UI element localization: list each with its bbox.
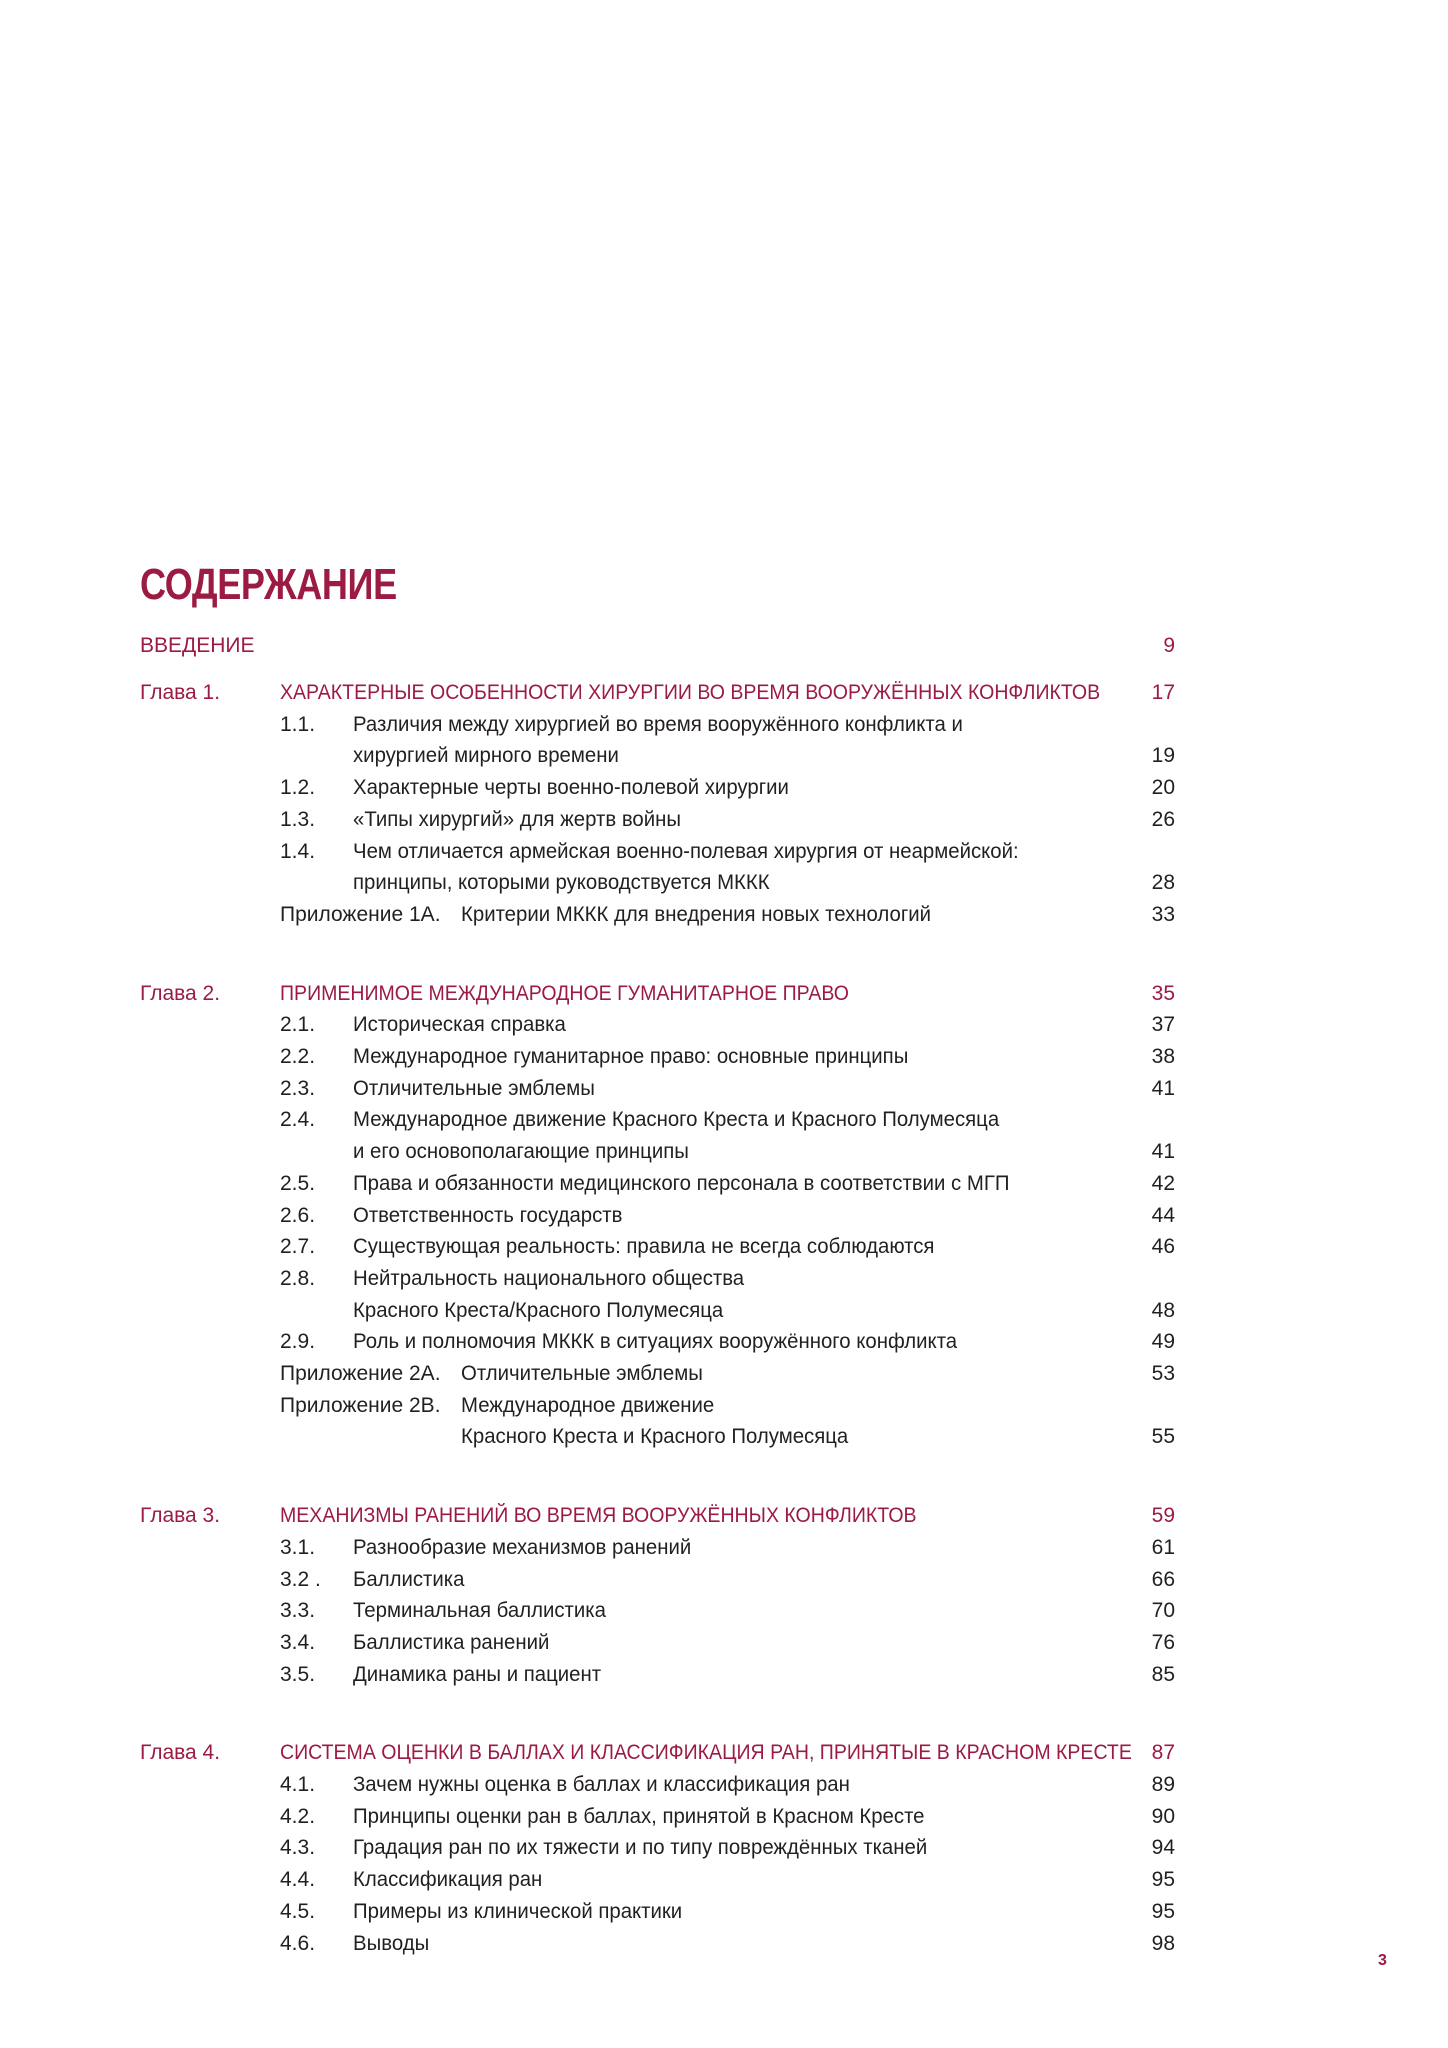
section-number: 1.1.	[280, 713, 316, 736]
toc-section[interactable]	[0, 868, 1448, 898]
toc-chapter[interactable]	[0, 678, 1448, 708]
section-number: 4.4.	[280, 1868, 316, 1891]
toc-section[interactable]	[0, 1010, 1448, 1040]
section-number: 3.2 .	[280, 1568, 321, 1591]
chapter-title: СИСТЕМА ОЦЕНКИ В БАЛЛАХ И КЛАССИФИКАЦИЯ РАН, ПРИНЯТЫЕ В КРАСНОМ КРЕСТЕ	[280, 1741, 1132, 1764]
section-number: 2.1.	[280, 1013, 316, 1036]
toc-chapter[interactable]	[0, 979, 1448, 1009]
section-page: 42	[1151, 1172, 1175, 1195]
toc-section[interactable]	[0, 1296, 1448, 1326]
chapter-label: Глава 3.	[140, 1504, 221, 1527]
appendix-title-line: Отличительные эмблемы	[461, 1362, 703, 1385]
section-title-line: Ответственность государств	[353, 1204, 623, 1227]
toc-section[interactable]	[0, 1833, 1448, 1863]
section-page: 94	[1151, 1836, 1175, 1859]
section-title-line: «Типы хирургий» для жертв войны	[353, 808, 682, 831]
chapter-label: Глава 1.	[140, 681, 221, 704]
section-page: 28	[1151, 871, 1175, 894]
chapter-label: Глава 2.	[140, 982, 221, 1005]
section-title-line: Баллистика	[353, 1568, 465, 1591]
section-title-line: Динамика раны и пациент	[353, 1663, 602, 1686]
chapter-title: МЕХАНИЗМЫ РАНЕНИЙ ВО ВРЕМЯ ВООРУЖЁННЫХ КОНФЛИКТОВ	[280, 1504, 917, 1527]
section-title-line: Международное движение Красного Креста и Красного Полумесяца	[353, 1108, 1000, 1131]
section-title-line: Характерные черты военно-полевой хирургии	[353, 776, 789, 799]
section-page: 85	[1151, 1663, 1175, 1686]
section-number: 4.5.	[280, 1900, 316, 1923]
intro-label: ВВЕДЕНИЕ	[140, 634, 255, 657]
toc-section[interactable]	[0, 1201, 1448, 1231]
toc-section[interactable]	[0, 1533, 1448, 1563]
section-number: 4.6.	[280, 1932, 316, 1955]
section-number: 2.2.	[280, 1045, 316, 1068]
section-title-line: Терминальная баллистика	[353, 1599, 606, 1622]
section-title-line: Международное гуманитарное право: основные принципы	[353, 1045, 909, 1068]
section-page: 98	[1151, 1932, 1175, 1955]
section-title-line: Историческая справка	[353, 1013, 566, 1036]
toc-section[interactable]	[0, 1660, 1448, 1690]
section-page: 46	[1151, 1235, 1175, 1258]
toc-section[interactable]	[0, 1074, 1448, 1104]
toc-appendix[interactable]	[0, 1422, 1448, 1452]
section-page: 76	[1151, 1631, 1175, 1654]
section-number: 3.5.	[280, 1663, 316, 1686]
section-title-line: Отличительные эмблемы	[353, 1077, 595, 1100]
appendix-title-line: Международное движение	[461, 1394, 715, 1417]
chapter-title: ПРИМЕНИМОЕ МЕЖДУНАРОДНОЕ ГУМАНИТАРНОЕ ПРАВО	[280, 982, 849, 1005]
section-title-line: Роль и полномочия МККК в ситуациях вооружённого конфликта	[353, 1330, 958, 1353]
appendix-label: Приложение 1А.	[280, 903, 441, 926]
chapter-page: 35	[1151, 982, 1175, 1005]
section-number: 4.1.	[280, 1773, 316, 1796]
chapter-page: 59	[1151, 1504, 1175, 1527]
section-title-line: принципы, которыми руководствуется МККК	[353, 871, 770, 894]
section-number: 3.1.	[280, 1536, 316, 1559]
appendix-label: Приложение 2В.	[280, 1394, 441, 1417]
section-number: 2.9.	[280, 1330, 316, 1353]
section-title-line: Баллистика ранений	[353, 1631, 550, 1654]
toc-section[interactable]	[0, 1802, 1448, 1832]
section-page: 95	[1151, 1868, 1175, 1891]
section-number: 4.2.	[280, 1805, 316, 1828]
section-page: 90	[1151, 1805, 1175, 1828]
toc-section[interactable]	[0, 1264, 1448, 1294]
section-title-line: Права и обязанности медицинского персонала в соответствии с МГП	[353, 1172, 1010, 1195]
toc-chapter[interactable]	[0, 1738, 1448, 1768]
toc-appendix[interactable]	[0, 1359, 1448, 1389]
chapter-title: ХАРАКТЕРНЫЕ ОСОБЕННОСТИ ХИРУРГИИ ВО ВРЕМЯ ВООРУЖЁННЫХ КОНФЛИКТОВ	[280, 681, 1101, 704]
appendix-title-line: Красного Креста и Красного Полумесяца	[461, 1425, 849, 1448]
section-title-line: Градация ран по их тяжести и по типу повреждённых тканей	[353, 1836, 928, 1859]
section-title-line: Нейтральность национального общества	[353, 1267, 745, 1290]
section-number: 2.5.	[280, 1172, 316, 1195]
section-title-line: Разнообразие механизмов ранений	[353, 1536, 692, 1559]
toc-section[interactable]	[0, 773, 1448, 803]
toc-section[interactable]	[0, 1327, 1448, 1357]
section-page: 61	[1151, 1536, 1175, 1559]
section-page: 19	[1151, 744, 1175, 767]
toc-section[interactable]	[0, 1232, 1448, 1262]
section-page: 70	[1151, 1599, 1175, 1622]
section-number: 2.8.	[280, 1267, 316, 1290]
chapter-page: 87	[1151, 1741, 1175, 1764]
section-title-line: Зачем нужны оценка в баллах и классификация ран	[353, 1773, 850, 1796]
section-page: 37	[1151, 1013, 1175, 1036]
toc-appendix[interactable]	[0, 900, 1448, 930]
section-title-line: Существующая реальность: правила не всегда соблюдаются	[353, 1235, 935, 1258]
section-title-line: Чем отличается армейская военно-полевая хирургия от неармейской:	[353, 840, 1019, 863]
appendix-page: 55	[1151, 1425, 1175, 1448]
appendix-label: Приложение 2А.	[280, 1362, 441, 1385]
section-page: 38	[1151, 1045, 1175, 1068]
section-number: 1.4.	[280, 840, 316, 863]
section-page: 48	[1151, 1299, 1175, 1322]
section-page: 20	[1151, 776, 1175, 799]
section-number: 4.3.	[280, 1836, 316, 1859]
section-title-line: Выводы	[353, 1932, 430, 1955]
section-title-line: и его основополагающие принципы	[353, 1140, 689, 1163]
section-page: 95	[1151, 1900, 1175, 1923]
section-number: 1.3.	[280, 808, 316, 831]
section-page: 49	[1151, 1330, 1175, 1353]
section-page: 66	[1151, 1568, 1175, 1591]
section-number: 1.2.	[280, 776, 316, 799]
section-title-line: Красного Креста/Красного Полумесяца	[353, 1299, 724, 1322]
section-number: 2.6.	[280, 1204, 316, 1227]
section-number: 2.4.	[280, 1108, 316, 1131]
toc-section[interactable]	[0, 805, 1448, 835]
toc-section[interactable]	[0, 1137, 1448, 1167]
section-title-line: Примеры из клинической практики	[353, 1900, 683, 1923]
toc-section[interactable]	[0, 837, 1448, 867]
section-title-line: хирургией мирного времени	[353, 744, 619, 767]
page-title: СОДЕРЖАНИЕ	[140, 560, 397, 609]
toc-section[interactable]	[0, 1628, 1448, 1658]
toc-section[interactable]	[0, 1897, 1448, 1927]
chapter-label: Глава 4.	[140, 1741, 221, 1764]
appendix-page: 33	[1151, 903, 1175, 926]
toc-section[interactable]	[0, 1596, 1448, 1626]
toc-section[interactable]	[0, 1105, 1448, 1135]
toc-section[interactable]	[0, 1770, 1448, 1800]
appendix-page: 53	[1151, 1362, 1175, 1385]
section-page: 89	[1151, 1773, 1175, 1796]
toc-appendix[interactable]	[0, 1391, 1448, 1421]
toc-section[interactable]	[0, 1929, 1448, 1959]
intro-page: 9	[1163, 634, 1175, 657]
section-number: 3.4.	[280, 1631, 316, 1654]
toc-section[interactable]	[0, 741, 1448, 771]
section-number: 3.3.	[280, 1599, 316, 1622]
toc-section[interactable]	[0, 710, 1448, 740]
section-page: 44	[1151, 1204, 1175, 1227]
toc-section[interactable]	[0, 1042, 1448, 1072]
chapter-page: 17	[1151, 681, 1175, 704]
section-number: 2.7.	[280, 1235, 316, 1258]
section-page: 41	[1151, 1077, 1175, 1100]
toc-chapter[interactable]	[0, 1501, 1448, 1531]
section-page: 26	[1151, 808, 1175, 831]
page-number: 3	[1378, 1952, 1387, 1969]
appendix-title-line: Критерии МККК для внедрения новых технологий	[461, 903, 932, 926]
section-title-line: Принципы оценки ран в баллах, принятой в Красном Кресте	[353, 1805, 925, 1828]
section-number: 2.3.	[280, 1077, 316, 1100]
toc-section[interactable]	[0, 1565, 1448, 1595]
section-page: 41	[1151, 1140, 1175, 1163]
toc-section[interactable]	[0, 1865, 1448, 1895]
section-title-line: Классификация ран	[353, 1868, 543, 1891]
section-title-line: Различия между хирургией во время вооружённого конфликта и	[353, 713, 963, 736]
toc-intro[interactable]	[0, 631, 1448, 661]
toc-section[interactable]	[0, 1169, 1448, 1199]
